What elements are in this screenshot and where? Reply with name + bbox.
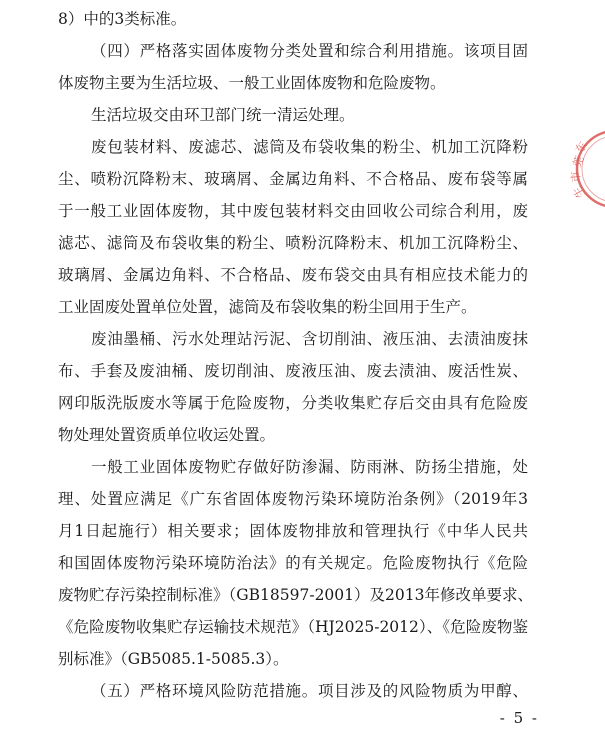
text-line: 理、处置应满足《广东省固体废物污染环境防治条例》（2019年3 [58, 490, 528, 508]
text-line: 8）中的3类标准。 [58, 10, 187, 28]
paragraph-5-heading-line: （五）严格环境风险防范措施。项目涉及的风险物质为甲醇、 [91, 682, 528, 700]
text-line: 布、手套及废油桶、废切削油、废液压油、废去渍油、废活性炭、 [58, 362, 528, 380]
text-line: 网印版洗版废水等属于危险废物，分类收集贮存后交由具有危险废 [58, 394, 528, 412]
text-line: 工业固废处置单位处置，滤筒及布袋收集的粉尘回用于生产。 [58, 298, 477, 316]
text-line: 于一般工业固体废物，其中废包装材料交由回收公司综合利用，废 [58, 202, 528, 220]
text-line: 月1日起施行）相关要求；固体废物排放和管理执行《中华人民共 [58, 522, 528, 540]
svg-text:东: 东 [572, 139, 590, 156]
svg-text:莞: 莞 [570, 154, 587, 170]
svg-text:生: 生 [570, 183, 588, 200]
text-line: 废物贮存污染控制标准》（GB18597-2001）及2013年修改单要求、 [58, 586, 533, 604]
paragraph-4-heading-line: （四）严格落实固体废物分类处置和综合利用措施。该项目固 [91, 42, 528, 60]
text-line: 一般工业固体废物贮存做好防渗漏、防雨淋、防扬尘措施，处 [91, 458, 528, 476]
official-seal-stamp [563, 128, 605, 210]
text-line: 废油墨桶、污水处理站污泥、含切削油、液压油、去渍油废抹 [91, 330, 528, 348]
text-line: 废包装材料、废滤芯、滤筒及布袋收集的粉尘、机加工沉降粉 [91, 138, 528, 156]
text-line: 滤芯、滤筒及布袋收集的粉尘、喷粉沉降粉末、机加工沉降粉尘、 [58, 234, 528, 252]
page-number: - 5 - [499, 709, 539, 727]
text-line: 玻璃屑、金属边角料、不合格品、废布袋交由具有相应技术能力的 [58, 266, 528, 284]
text-line: 尘、喷粉沉降粉末、玻璃屑、金属边角料、不合格品、废布袋等属 [58, 170, 528, 188]
text-line: 生活垃圾交由环卫部门统一清运处理。 [91, 106, 355, 124]
text-line: 体废物主要为生活垃圾、一般工业固体废物和危险废物。 [58, 74, 446, 92]
text-line: 别标准》（GB5085.1-5085.3）。 [58, 650, 289, 668]
text-line: 和国固体废物污染环境防治法》的有关规定。危险废物执行《危险 [58, 554, 528, 572]
svg-text:市: 市 [569, 170, 583, 183]
text-line: 《危险废物收集贮存运输技术规范》（HJ2025-2012）、《危险废物鉴 [58, 618, 528, 636]
text-line: 物处理处置资质单位收运处置。 [58, 426, 276, 444]
